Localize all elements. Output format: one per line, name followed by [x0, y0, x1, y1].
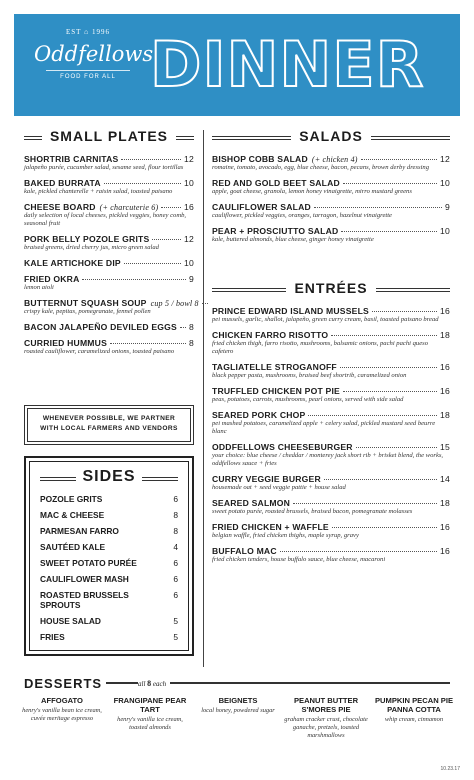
dot-leader [356, 447, 437, 448]
side-item-name-text: SAUTÉED KALE [40, 542, 106, 552]
small-plate-item-description: lemon aioli [24, 284, 54, 291]
entree-item-description: fried chicken tenders, house buffalo sauce, blue cheese, macaroni [212, 556, 386, 563]
dessert-name: PEANUT BUTTER S'MORES PIE [293, 696, 359, 714]
side-item-price: 6 [173, 558, 178, 568]
dot-leader [331, 335, 437, 336]
entree-item-price: 16 [440, 522, 450, 532]
small-plate-item-option: cup 5 / bowl 8 [150, 299, 199, 308]
side-item-price: 8 [173, 526, 178, 536]
small-plates-heading: SMALL PLATES [24, 128, 194, 146]
side-item [40, 510, 178, 520]
side-item-name-text-2: SPROUTS [40, 600, 81, 610]
desserts-heading-bar [24, 676, 450, 690]
small-plate-item-price: 9 [189, 274, 194, 284]
side-item-name-text: SWEET POTATO PURÉE [40, 558, 137, 568]
dot-leader [110, 343, 186, 344]
side-item-name [40, 616, 101, 626]
menu-date: 10.23.17 [440, 766, 460, 772]
entree-item-name: FRIED CHICKEN + WAFFLE [212, 522, 329, 532]
small-plate-item [24, 258, 194, 268]
desserts-heading: DESSERTS [24, 676, 106, 691]
side-item-name-text: POZOLE GRITS [40, 494, 103, 504]
dot-leader [104, 183, 181, 184]
small-plate-item-price: 10 [184, 178, 194, 188]
logo-name: Oddfellows [34, 42, 154, 66]
side-item [40, 632, 178, 642]
entree-item [212, 474, 450, 492]
entree-item-price: 16 [440, 306, 450, 316]
entree-item-description: pei mashed potatoes, caramelized apple + celery salad, pickled mustard seed beurre blanc [212, 420, 436, 435]
entree-item-price: 14 [440, 474, 450, 484]
dot-leader [308, 415, 437, 416]
side-item [40, 558, 178, 568]
side-item [40, 494, 178, 504]
small-plate-item [24, 298, 199, 316]
small-plate-item-description: kale, pickled chanterelle + raisin salad, toasted paisano [24, 188, 173, 195]
dot-leader [124, 263, 181, 264]
entree-item-line [212, 546, 450, 556]
small-plate-item [24, 274, 194, 292]
dessert-item [194, 696, 282, 740]
small-plate-item-name: BUTTERNUT SQUASH SOUP [24, 298, 147, 308]
small-plate-item-line [24, 274, 194, 284]
small-plate-item [24, 234, 194, 252]
dot-leader [340, 367, 437, 368]
entree-item-price: 18 [440, 330, 450, 340]
entree-item-name: BUFFALO MAC [212, 546, 277, 556]
small-plate-item-price: 10 [184, 258, 194, 268]
dessert-item [18, 696, 106, 740]
dot-leader [280, 551, 437, 552]
small-plate-item-name: BAKED BURRATA [24, 178, 101, 188]
small-plate-item-price: 8 [189, 338, 194, 348]
entree-item-name: TAGLIATELLE STROGANOFF [212, 362, 337, 372]
logo-rule [46, 70, 130, 71]
dot-leader [343, 391, 437, 392]
side-item-price: 5 [173, 616, 178, 626]
entree-item-name: SEARED SALMON [212, 498, 291, 508]
small-plate-item-line [24, 234, 194, 244]
dot-leader [332, 527, 437, 528]
small-plate-item-price: 8 [189, 322, 194, 332]
side-item [40, 526, 178, 536]
dessert-item [282, 696, 370, 740]
side-item [40, 574, 178, 584]
dessert-name: PUMPKIN PECAN PIE PANNA COTTA [374, 696, 454, 714]
small-plates-list [24, 154, 199, 356]
dot-leader [121, 159, 181, 160]
salads-section [212, 128, 450, 250]
side-item [40, 616, 178, 626]
small-plate-item [24, 178, 194, 196]
salad-item-line [212, 154, 450, 164]
entree-item [212, 410, 450, 436]
side-item [40, 590, 178, 610]
side-item-name-text: PARMESAN FARRO [40, 526, 119, 536]
salad-item-price: 10 [440, 178, 450, 188]
salad-item-description: romaine, tomato, avocado, egg, blue cheese, bacon, pecans, brown derby dressing [212, 164, 430, 171]
desserts-list [18, 696, 458, 740]
entree-item-price: 18 [440, 410, 450, 420]
side-item-name [40, 542, 105, 552]
entree-item [212, 330, 450, 356]
entree-item-name: TRUFFLED CHICKEN POT PIE [212, 386, 340, 396]
entree-item-price: 15 [440, 442, 450, 452]
local-partner-note [24, 405, 194, 445]
small-plate-item [24, 322, 194, 332]
entree-item-description: sweet potato purée, roasted brussels, braised bacon, pomegranate molasses [212, 508, 413, 515]
dessert-name: AFFOGATO [41, 696, 83, 705]
salad-item-price: 10 [440, 226, 450, 236]
entree-item [212, 362, 450, 380]
salad-item-name: CAULIFLOWER SALAD [212, 202, 311, 212]
small-plate-item-line [24, 202, 194, 212]
small-plate-item-line [24, 178, 194, 188]
salad-item-name: BISHOP COBB SALAD [212, 154, 308, 164]
entree-item [212, 546, 450, 564]
small-plate-item-description: daily selection of local cheeses, pickled veggies, honey comb, seasonal fruit [24, 212, 187, 227]
salad-item-option: (+ chicken 4) [311, 155, 358, 164]
desserts-price: all 8 each [138, 679, 170, 688]
dot-leader [314, 207, 442, 208]
side-item-name [40, 526, 119, 536]
dot-leader [361, 159, 437, 160]
small-plate-item-price: 12 [184, 234, 194, 244]
small-plate-item-description: jalapeño purée, cucumber salad, sesame seed, flour tortillas [24, 164, 184, 171]
entree-item-description: housemade oat + seed veggie pattie + house salad [212, 484, 346, 491]
entree-item-price: 16 [440, 362, 450, 372]
entree-item [212, 498, 450, 516]
entree-item-description: your choice: blue cheese / cheddar / monterey jack short rib + brisket blend, the works, oddfellows sauce + fries [212, 452, 444, 467]
entree-item-line [212, 362, 450, 372]
salad-item-line [212, 178, 450, 188]
side-item-name [40, 590, 129, 610]
entree-item-description: black pepper pasta, mushrooms, braised beef shortrib, caramelized onion [212, 372, 407, 379]
small-plate-item-line [24, 258, 194, 268]
dot-leader [180, 327, 186, 328]
entrees-section [212, 280, 450, 570]
dot-leader [293, 503, 437, 504]
side-item-price: 6 [173, 574, 178, 584]
small-plate-item-name: CHEESE BOARD [24, 202, 96, 212]
dessert-item [106, 696, 194, 740]
small-plate-item-name: PORK BELLY POZOLE GRITS [24, 234, 150, 244]
small-plate-item-name: FRIED OKRA [24, 274, 80, 284]
entree-item-line [212, 442, 450, 452]
salad-item-line [212, 202, 450, 212]
small-plate-item-description: crispy kale, pepitas, pomegranate, fennel pollen [24, 308, 151, 315]
entree-item-name: PRINCE EDWARD ISLAND MUSSELS [212, 306, 369, 316]
side-item-name [40, 632, 65, 642]
small-plate-item [24, 154, 194, 172]
dessert-description: graham cracker crust, chocolate ganache, pretzels, toasted marshmallows [284, 716, 368, 739]
small-plate-item [24, 202, 194, 228]
dot-leader [343, 183, 437, 184]
small-plate-item-name: KALE ARTICHOKE DIP [24, 258, 121, 268]
entree-item-description: peas, potatoes, carrots, mushrooms, pearl onions, served with side salad [212, 396, 404, 403]
entree-item-name: CHICKEN FARRO RISOTTO [212, 330, 329, 340]
entree-item-line [212, 522, 450, 532]
salads-heading: SALADS [212, 128, 450, 146]
small-plate-item [24, 338, 194, 356]
small-plate-item-price: 12 [184, 154, 194, 164]
dessert-description: henry's vanilla ice cream, toasted almonds [117, 716, 183, 731]
entree-item-description: belgian waffle, fried chicken thighs, maple syrup, gravy [212, 532, 359, 539]
menu-banner [14, 14, 460, 116]
salad-item-description: cauliflower, pickled veggies, oranges, tarragon, hazelnut vinaigrette [212, 212, 392, 219]
entree-item [212, 306, 450, 324]
side-item-price: 8 [173, 510, 178, 520]
side-item-name-text: CAULIFLOWER MASH [40, 574, 129, 584]
entree-item-line [212, 330, 450, 340]
side-item-name [40, 574, 129, 584]
entrees-list [212, 306, 450, 564]
side-item-name-text: ROASTED BRUSSELS [40, 590, 129, 600]
dessert-name: BEIGNETS [218, 696, 258, 705]
side-item-name [40, 494, 102, 504]
entree-item-name: SEARED PORK CHOP [212, 410, 306, 420]
salad-item [212, 178, 450, 196]
dot-leader [82, 279, 186, 280]
dessert-description: whip cream, cinnamon [384, 716, 444, 723]
small-plate-item-description: braised greens, dried cherry jus, micro green salad [24, 244, 159, 251]
side-item [40, 542, 178, 552]
small-plates-section [24, 128, 199, 362]
dot-leader [324, 479, 437, 480]
partner-note-line-1: WHENEVER POSSIBLE, WE PARTNER [42, 415, 176, 422]
menu-title: DINNER [150, 28, 425, 101]
entree-item-line [212, 474, 450, 484]
entree-item-price: 16 [440, 386, 450, 396]
salads-list [212, 154, 450, 244]
dessert-name: FRANGIPANE PEAR TART [113, 696, 187, 714]
side-item-price: 6 [173, 590, 178, 600]
salad-item-line [212, 226, 450, 236]
entree-item-line [212, 410, 450, 420]
dessert-description: local honey, powdered sugar [201, 707, 275, 714]
salad-item [212, 202, 450, 220]
small-plate-item-option: (+ charcuterie 6) [99, 203, 159, 212]
entree-item-line [212, 498, 450, 508]
salad-item-name: RED AND GOLD BEET SALAD [212, 178, 340, 188]
sides-box [24, 456, 194, 656]
side-item-price: 4 [173, 542, 178, 552]
entree-item-description: pei mussels, garlic, shallot, jalapeño, green curry cream, basil, toasted paisano bread [212, 316, 439, 323]
entree-item-price: 16 [440, 546, 450, 556]
salad-item-price: 12 [440, 154, 450, 164]
side-item-name-text: FRIES [40, 632, 65, 642]
small-plate-item-line [24, 298, 199, 308]
dot-leader [152, 239, 181, 240]
dot-leader [161, 207, 181, 208]
entree-item [212, 386, 450, 404]
small-plate-item-line [24, 154, 194, 164]
logo-tagline: FOOD FOR ALL [60, 74, 116, 80]
side-item-name [40, 510, 104, 520]
sides-heading: SIDES [40, 468, 178, 488]
side-item-price: 6 [173, 494, 178, 504]
small-plate-item-line [24, 322, 194, 332]
entree-item-line [212, 386, 450, 396]
dessert-item [370, 696, 458, 740]
entree-item [212, 442, 450, 468]
side-item-name-text: HOUSE SALAD [40, 616, 101, 626]
partner-note-line-2: WITH LOCAL FARMERS AND VENDORS [40, 425, 178, 432]
salad-item [212, 226, 450, 244]
side-item-price: 5 [173, 632, 178, 642]
column-divider [203, 130, 204, 667]
salad-item-description: kale, buttered almonds, blue cheese, ginger honey vinaigrette [212, 236, 374, 243]
salad-item-name: PEAR + PROSCIUTTO SALAD [212, 226, 339, 236]
salad-item-price: 9 [445, 202, 450, 212]
salad-item [212, 154, 450, 172]
entree-item-price: 18 [440, 498, 450, 508]
sides-list [40, 494, 178, 642]
restaurant-logo [34, 24, 154, 106]
small-plate-item-description: roasted cauliflower, caramelized onions, toasted paisano [24, 348, 175, 355]
salad-item-description: apple, goat cheese, granola, lemon honey vinaigrette, mirro mustard greens [212, 188, 412, 195]
small-plate-item-name: SHORTRIB CARNITAS [24, 154, 119, 164]
entree-item-description: fried chicken thigh, farro risotto, mushrooms, balsamic onions, pachi pachi queso cafetero [212, 340, 428, 355]
entree-item-line [212, 306, 450, 316]
side-item-name [40, 558, 137, 568]
entree-item [212, 522, 450, 540]
small-plate-item-name: BACON JALAPEÑO DEVILED EGGS [24, 322, 177, 332]
small-plate-item-price: 16 [184, 202, 194, 212]
entree-item-name: CURRY VEGGIE BURGER [212, 474, 321, 484]
side-item-name-text: MAC & CHEESE [40, 510, 105, 520]
dot-leader [341, 231, 437, 232]
dot-leader [372, 311, 437, 312]
small-plate-item-name: CURRIED HUMMUS [24, 338, 108, 348]
entree-item-name: ODDFELLOWS CHEESEBURGER [212, 442, 353, 452]
logo-established: EST ⌂ 1996 [65, 28, 111, 36]
dessert-description: henry's vanilla bean ice cream, cuvée meritage espresso [22, 707, 102, 722]
entrees-heading: ENTRÉES [212, 280, 450, 298]
small-plate-item-line [24, 338, 194, 348]
